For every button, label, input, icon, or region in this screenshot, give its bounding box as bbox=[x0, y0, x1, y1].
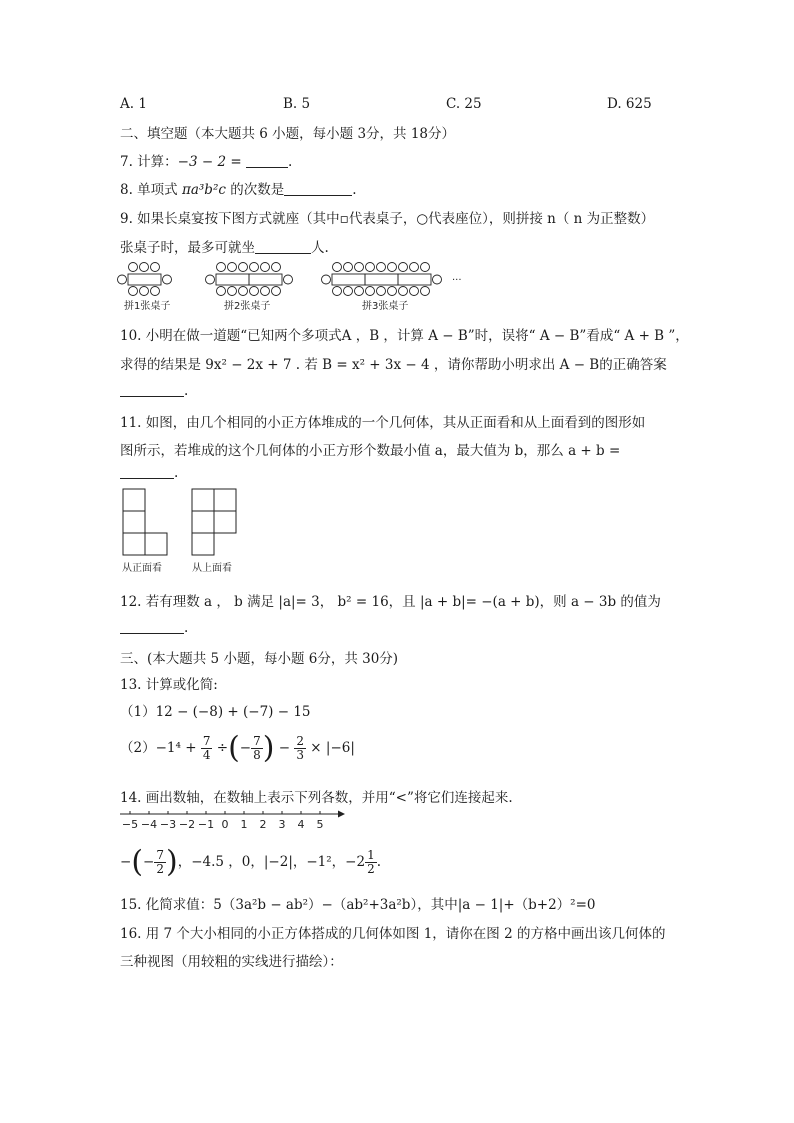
fraction-numerator: 2 bbox=[296, 734, 304, 748]
q11-line1: 11. 如图，由几个相同的小正方体堆成的一个几何体，其从正面看和从上面看到的图形如 bbox=[120, 415, 646, 431]
option-b: B. 5 bbox=[283, 96, 311, 112]
q9-line2-suffix: 人. bbox=[311, 240, 329, 256]
q13-part1 bbox=[120, 700, 311, 720]
table-seating-figure bbox=[112, 260, 492, 316]
left-paren: ( bbox=[131, 844, 144, 880]
tick-label: 0 bbox=[221, 818, 229, 831]
q10-suffix: . bbox=[184, 383, 189, 399]
fraction-denominator: 3 bbox=[296, 748, 304, 762]
fraction-numerator: 1 bbox=[367, 848, 375, 862]
q8-middle: 的次数是 bbox=[225, 182, 285, 198]
caption-top-view: 从上面看 bbox=[192, 563, 232, 574]
ellipsis: ··· bbox=[452, 275, 462, 286]
number-line bbox=[116, 806, 346, 832]
fraction-denominator: 2 bbox=[367, 862, 375, 876]
q14-number-list: ，−4.5 ，0，|−2|，−1²，−2 bbox=[177, 854, 366, 870]
fraction-numerator: 7 bbox=[253, 734, 261, 748]
q13-part2 bbox=[120, 726, 355, 770]
q11-suffix: . bbox=[174, 465, 179, 481]
q8-answer-blank[interactable] bbox=[284, 181, 352, 196]
q10-answer-blank[interactable] bbox=[120, 382, 184, 397]
q13-part2-tail: × |−6| bbox=[310, 740, 355, 756]
q13-part2-label: （2） bbox=[120, 740, 156, 756]
tick-label: 5 bbox=[316, 818, 324, 831]
fraction-7-2 bbox=[154, 849, 166, 876]
fraction-numerator: 7 bbox=[202, 734, 211, 748]
fraction-2-3 bbox=[294, 735, 306, 762]
q14-title: 14. 画出数轴，在数轴上表示下列各数，并用“<”将它们连接起来. bbox=[120, 790, 513, 806]
q11-answer-blank[interactable] bbox=[120, 464, 174, 479]
views-figure bbox=[118, 484, 248, 576]
q8-suffix: . bbox=[352, 182, 357, 198]
right-paren: ) bbox=[165, 844, 178, 880]
question-15: 15. 化简求值：5（3a²b − ab²）−（ab²+3a²b），其中|a − 1|+（b+2）²=0 bbox=[120, 897, 596, 913]
fraction-7-4 bbox=[201, 735, 213, 762]
q7-suffix: . bbox=[287, 154, 293, 170]
tick-label: 1 bbox=[240, 818, 248, 831]
option-a: A. 1 bbox=[120, 96, 147, 112]
q9-line2-prefix: 张桌子时，最多可就坐 bbox=[120, 240, 255, 256]
q9-line2 bbox=[120, 236, 329, 256]
q16-line1: 16. 用 7 个大小相同的小正方体搭成的几何体如图 1，请你在图 2 的方格中画出该几何体的 bbox=[120, 926, 666, 942]
q13-title: 13. 计算或化简: bbox=[120, 677, 218, 693]
q8-expression: πa³b²c bbox=[181, 182, 226, 198]
minus-sign: − bbox=[278, 740, 291, 756]
q14-end: . bbox=[376, 854, 382, 870]
tick-label: −5 bbox=[121, 818, 139, 831]
q9-line1: 9. 如果长桌宴按下图方式就座（其中▫代表桌子，○代表座位），则拼接 n（ n 为正整数） bbox=[120, 211, 655, 227]
q10-line3 bbox=[120, 382, 188, 399]
section-3-heading: 三、(本大题共 5 小题，每小题 6分，共 30分) bbox=[120, 651, 399, 667]
fraction-numerator: 7 bbox=[156, 848, 164, 862]
q9-answer-blank[interactable] bbox=[255, 239, 311, 254]
tick-label: −2 bbox=[178, 818, 196, 831]
fraction-7-8 bbox=[251, 735, 263, 762]
tick-label: −3 bbox=[159, 818, 177, 831]
tick-label: −4 bbox=[140, 818, 158, 831]
fraction-denominator: 8 bbox=[253, 748, 261, 762]
divide-sign: ÷ bbox=[216, 740, 229, 756]
minus-sign: − bbox=[120, 854, 132, 870]
right-paren: ) bbox=[262, 730, 275, 766]
q13-part2-term1: −1⁴ + bbox=[155, 740, 197, 756]
q8-prefix: 8. 单项式 bbox=[120, 182, 182, 198]
q7-answer-blank[interactable] bbox=[246, 153, 288, 168]
q16-line2: 三种视图（用较粗的实线进行描绘）： bbox=[120, 954, 343, 970]
q14-numbers bbox=[120, 840, 381, 884]
tick-label: 2 bbox=[259, 818, 267, 831]
question-7 bbox=[120, 150, 292, 170]
q7-prefix: 7. 计算： bbox=[120, 154, 178, 170]
q12-line2 bbox=[120, 619, 188, 636]
fraction-denominator: 2 bbox=[156, 862, 164, 876]
caption-two-tables: 拼2张桌子 bbox=[224, 301, 271, 312]
left-paren: ( bbox=[228, 730, 240, 766]
q10-line2: 求得的结果是 9x² − 2x + 7 . 若 B = x² + 3x − 4 ，请你帮助小明求出 A − B的正确答案 bbox=[120, 357, 667, 373]
tick-label: 3 bbox=[278, 818, 286, 831]
q12-answer-blank[interactable] bbox=[120, 619, 184, 634]
q13-part1-label: （1） bbox=[120, 704, 156, 720]
tick-label: 4 bbox=[297, 818, 305, 831]
option-c: C. 25 bbox=[446, 96, 482, 112]
q12-line1: 12. 若有理数 a ， b 满足 |a|= 3， b² = 16，且 |a + b|= −(a + b)，则 a − 3b 的值为 bbox=[120, 594, 661, 610]
question-8 bbox=[120, 178, 357, 198]
minus-sign: − bbox=[239, 740, 252, 756]
fraction-1-2 bbox=[365, 849, 377, 876]
q12-suffix: . bbox=[184, 620, 189, 636]
section-2-heading: 二、填空题（本大题共 6 小题，每小题 3分，共 18分） bbox=[120, 126, 456, 142]
fraction-denominator: 4 bbox=[202, 748, 211, 762]
caption-three-tables: 拼3张桌子 bbox=[362, 301, 409, 312]
q11-line3 bbox=[120, 464, 178, 481]
caption-front-view: 从正面看 bbox=[122, 563, 162, 574]
q13-part1-expression: 12 − (−8) + (−7) − 15 bbox=[155, 704, 311, 720]
q7-expression: −3 − 2 = bbox=[177, 154, 242, 170]
caption-one-table: 拼1张桌子 bbox=[124, 301, 171, 312]
arrow-right-icon bbox=[338, 811, 345, 818]
minus-sign: − bbox=[143, 854, 155, 870]
q10-line1: 10. 小明在做一道题“已知两个多项式A ，B ，计算 A − B”时，误将“ A − B”看成“ A + B ”， bbox=[120, 328, 689, 344]
option-d: D. 625 bbox=[607, 96, 652, 112]
tick-label: −1 bbox=[197, 818, 215, 831]
q11-line2: 图所示，若堆成的这个几何体的小正方形个数最小值 a，最大值为 b，那么 a + b = bbox=[120, 443, 621, 459]
